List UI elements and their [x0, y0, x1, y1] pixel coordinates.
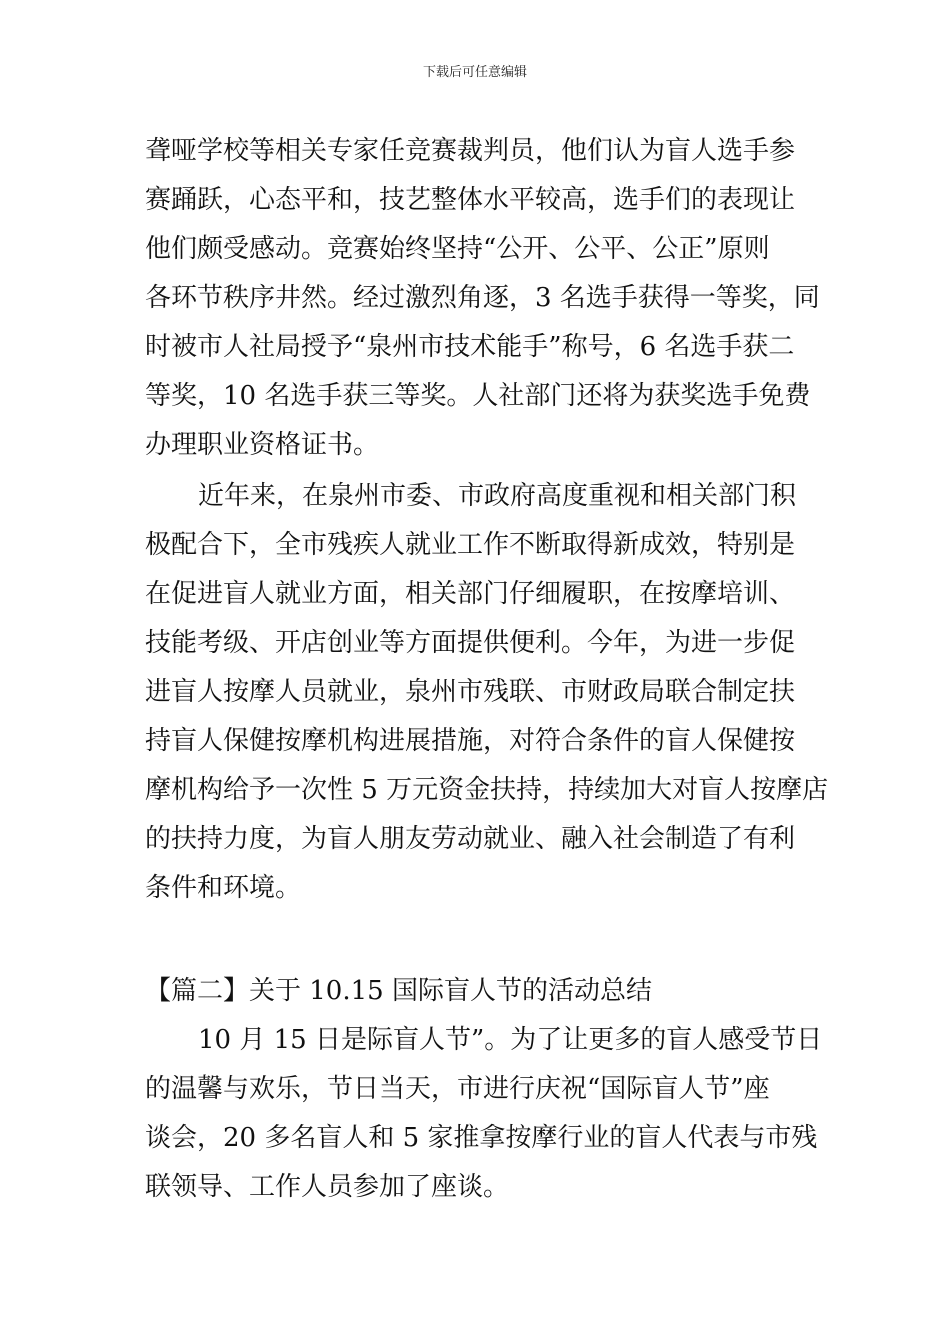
- text-line: 摩机构给予一次性 5 万元资金扶持，持续加大对盲人按摩店: [145, 775, 829, 805]
- text-line: 的扶持力度，为盲人朋友劳动就业、融入社会制造了有利: [145, 824, 796, 854]
- text-line: 持盲人保健按摩机构进展措施，对符合条件的盲人保健按: [145, 726, 796, 756]
- paragraph-competition-results: [145, 127, 820, 470]
- text-line: 联领导、工作人员参加了座谈。: [145, 1172, 510, 1202]
- text-line: 各环节秩序井然。经过激烈角逐，3 名选手获得一等奖，同: [145, 283, 820, 313]
- paragraph-employment-support: [145, 472, 829, 913]
- section-heading: 【篇二】关于 10.15 国际盲人节的活动总结: [145, 976, 652, 1006]
- page-header: 下载后可任意编辑: [422, 65, 527, 80]
- text-line: 进盲人按摩人员就业，泉州市残联、市财政局联合制定扶: [145, 677, 796, 707]
- text-line: 10 月 15 日是际盲人节”。为了让更多的盲人感受节日: [198, 1025, 823, 1055]
- text-line: 谈会，20 多名盲人和 5 家推拿按摩行业的盲人代表与市残: [145, 1123, 818, 1153]
- text-line: 近年来，在泉州市委、市政府高度重视和相关部门积: [198, 481, 797, 511]
- text-line: 他们颇受感动。竞赛始终坚持“公开、公平、公正”原则: [145, 234, 770, 264]
- text-line: 技能考级、开店创业等方面提供便利。今年，为进一步促: [145, 628, 796, 658]
- text-line: 办理职业资格证书。: [145, 430, 380, 460]
- text-line: 条件和环境。: [145, 873, 302, 903]
- text-line: 的温馨与欢乐，节日当天，市进行庆祝“国际盲人节”座: [145, 1074, 770, 1104]
- text-line: 极配合下，全市残疾人就业工作不断取得新成效，特别是: [145, 530, 796, 560]
- text-line: 在促进盲人就业方面，相关部门仔细履职，在按摩培训、: [145, 579, 796, 609]
- text-line: 等奖，10 名选手获三等奖。人社部门还将为获奖选手免费: [145, 381, 811, 411]
- text-line: 时被市人社局授予“泉州市技术能手”称号，6 名选手获二: [145, 332, 795, 362]
- text-line: 聋哑学校等相关专家任竞赛裁判员，他们认为盲人选手参: [145, 136, 796, 166]
- text-line: 赛踊跃，心态平和，技艺整体水平较高，选手们的表现让: [145, 185, 796, 215]
- section-blind-day-summary: [145, 967, 823, 1212]
